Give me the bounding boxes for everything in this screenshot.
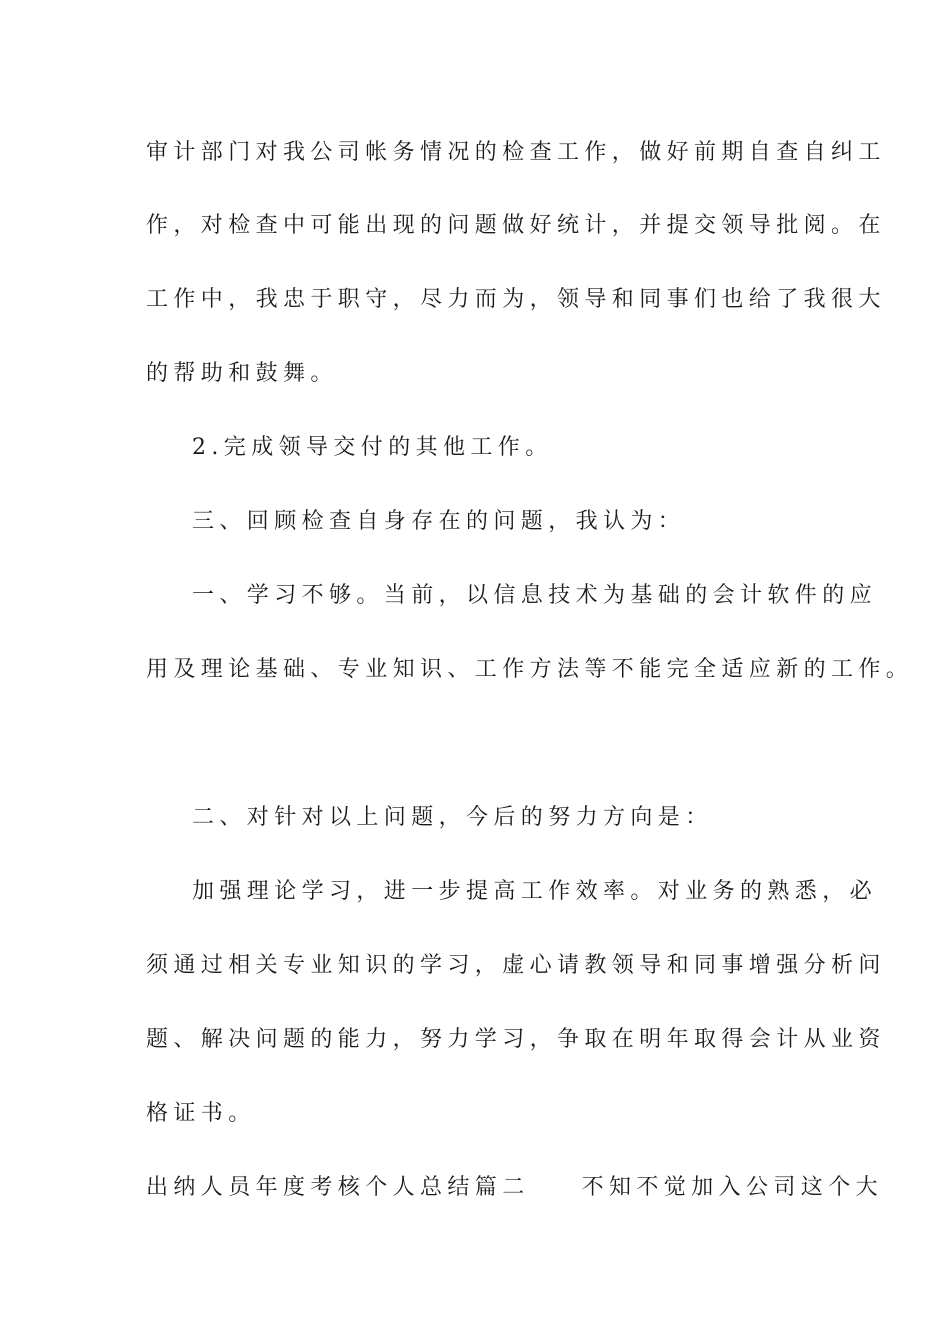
paragraph-line: 一、学习不够。当前，以信息技术为基础的会计软件的应 — [192, 583, 878, 608]
paragraph-line: 题、解决问题的能力，努力学习，争取在明年取得会计从业资 — [146, 1027, 886, 1052]
paragraph-line: 须通过相关专业知识的学习，虚心请教领导和同事增强分析问 — [146, 953, 886, 978]
section-heading: 三、回顾检查自身存在的问题，我认为： — [192, 509, 686, 534]
paragraph-line: 格证书。 — [146, 1101, 256, 1126]
paragraph-line: 用及理论基础、专业知识、工作方法等不能完全适应新的工作。 — [146, 657, 914, 682]
paragraph-line: 审计部门对我公司帐务情况的检查工作，做好前期自查自纠工 — [146, 140, 886, 165]
section-title-line — [146, 1173, 883, 1203]
section-heading: 二、对针对以上问题，今后的努力方向是： — [192, 805, 713, 830]
section-title: 出纳人员年度考核个人总结篇二 — [146, 1175, 530, 1200]
paragraph-line: 的帮助和鼓舞。 — [146, 361, 338, 386]
list-item: 2.完成领导交付的其他工作。 — [192, 435, 553, 460]
paragraph-line: 工作中，我忠于职守，尽力而为，领导和同事们也给了我很大 — [146, 287, 886, 312]
paragraph-line: 加强理论学习，进一步提高工作效率。对业务的熟悉，必 — [192, 879, 878, 904]
paragraph-line: 作，对检查中可能出现的问题做好统计，并提交领导批阅。在 — [146, 213, 886, 238]
section-lead-text: 不知不觉加入公司这个大 — [581, 1175, 884, 1200]
